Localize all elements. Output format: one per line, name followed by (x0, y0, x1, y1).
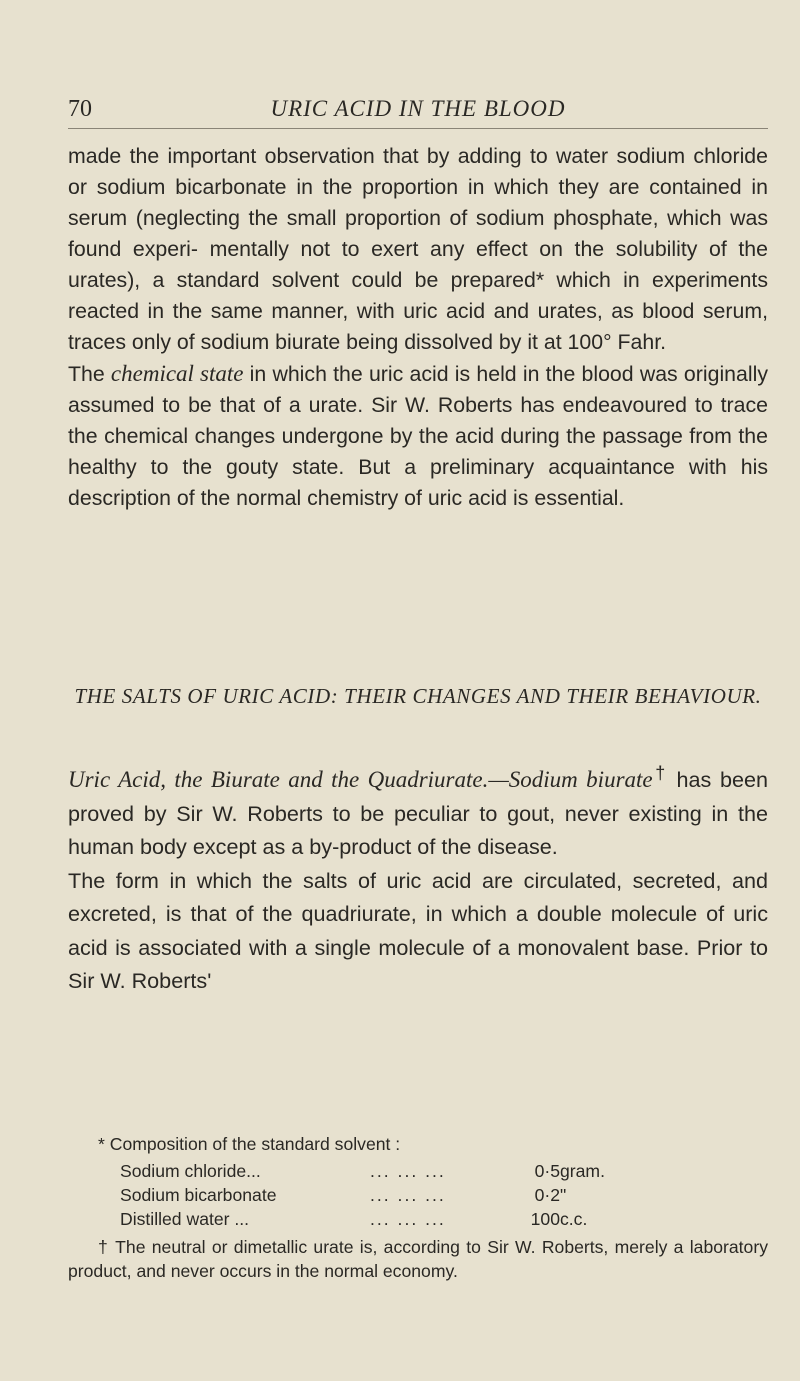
section-lead-italic: Uric Acid, the Biurate and the Quadriurate.—Sodium biurate (68, 767, 653, 793)
ingredient-name: Sodium chloride... (120, 1161, 261, 1181)
solvent-composition-table (120, 1159, 630, 1231)
paragraph-1: made the important observation that by adding to water sodium chloride or sodium bicarbonate in the proportion in which they are contained in serum (neglecting the small proportion of sodium phosphate, which was found experi- mentally not to exert any effect on the solubility of the urates), a standard solvent could be prepared* which in experiments reacted in the same manner, with uric acid and urates, as blood serum, traces only of sodium biurate being dissolved by it at 100° Fahr. (68, 144, 768, 354)
paragraph-2 (68, 358, 768, 514)
paragraph-2-start: The (68, 362, 111, 386)
leader-dots: ... ... ... (370, 1161, 446, 1181)
ingredient-unit: gram. (560, 1161, 605, 1181)
table-row (120, 1207, 630, 1231)
table-row (120, 1183, 630, 1207)
section-heading: THE SALTS OF URIC ACID: THEIR CHANGES AND THEIR BEHAVIOUR. (74, 684, 762, 708)
table-row (120, 1159, 630, 1183)
body-text (68, 141, 768, 514)
paragraph-3 (68, 757, 768, 864)
header-rule (68, 128, 768, 129)
paragraph-3-rest: has been proved by Sir W. Roberts to be peculiar to gout, never existing in the human body except as a by-product of the disease. (68, 767, 769, 860)
page-header (68, 96, 768, 126)
leader-dots: ... ... ... (370, 1185, 446, 1205)
ingredient-unit: " (560, 1185, 567, 1205)
paragraph-2-rest: in which the uric acid is held in the blood was originally assumed to be that of a urate. Sir W. Roberts has endeavoured to trace the chemical changes undergone by the acid during the passage from the healthy to the gouty state. But a preliminary acquaintance with his description of the normal chemistry of uric acid is essential. (68, 362, 768, 510)
ingredient-quantity: 0·5 (534, 1161, 560, 1181)
ingredient-name: Sodium bicarbonate (120, 1185, 277, 1205)
section-body (68, 757, 768, 998)
footnote-1-title: * Composition of the standard solvent : (98, 1134, 401, 1154)
footnotes (68, 1132, 768, 1283)
ingredient-quantity: 0·2 (534, 1185, 560, 1205)
leader-dots: ... ... ... (370, 1209, 446, 1229)
running-head: URIC ACID IN THE BLOOD (270, 96, 566, 121)
dagger-mark: † (652, 763, 668, 783)
page-number: 70 (68, 96, 92, 122)
ingredient-quantity: 100 (530, 1209, 560, 1229)
ingredient-unit: c.c. (560, 1209, 588, 1229)
ingredient-name: Distilled water ... (120, 1209, 250, 1229)
chemical-state-italic: chemical state (110, 361, 244, 386)
footnote-2: † The neutral or dimetallic urate is, according to Sir W. Roberts, merely a laboratory product, and never occurs in the normal economy. (68, 1237, 768, 1281)
paragraph-4: The form in which the salts of uric acid are circulated, secreted, and excreted, is that of the quadriurate, in which a double molecule of uric acid is associated with a single molecule of a monovalent base. Prior to Sir W. Roberts' (68, 867, 768, 994)
